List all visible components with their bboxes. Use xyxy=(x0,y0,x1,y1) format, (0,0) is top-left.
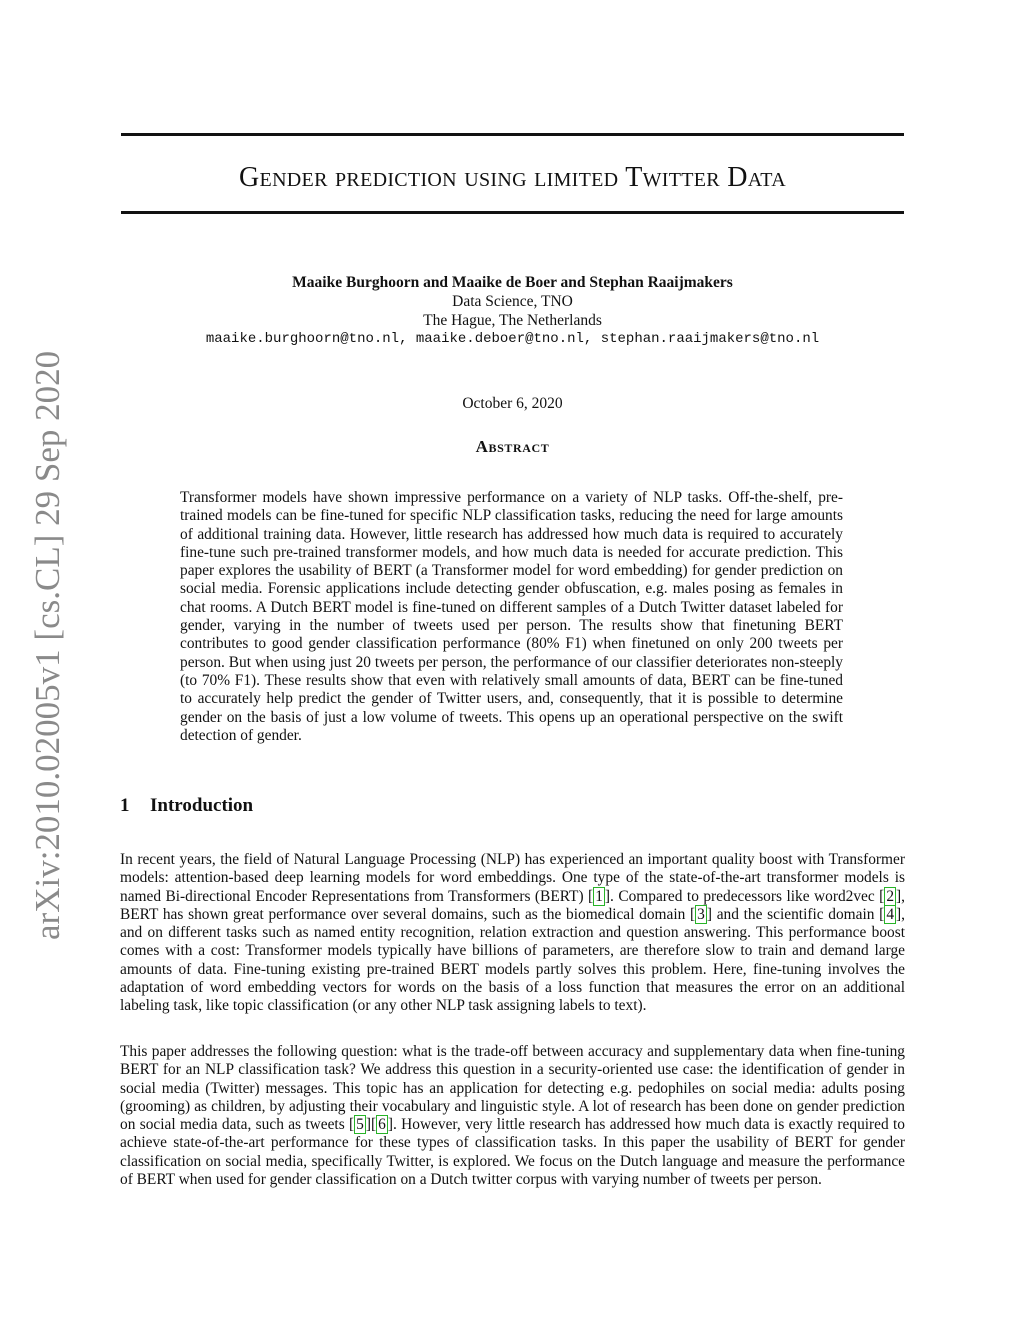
title-bottom-rule xyxy=(121,211,904,214)
citation-link[interactable]: 1 xyxy=(595,887,603,905)
citation-link[interactable]: 3 xyxy=(697,905,705,923)
paper-date: October 6, 2020 xyxy=(462,395,563,412)
author-affiliation: Data Science, TNO xyxy=(452,293,573,310)
section-heading-introduction xyxy=(120,795,253,817)
author-names: Maaike Burghoorn and Maaike de Boer and Stephan Raaijmakers xyxy=(292,274,733,291)
abstract-heading: Abstract xyxy=(475,437,550,456)
title-top-rule xyxy=(121,133,904,136)
citation-link[interactable]: 4 xyxy=(886,905,895,923)
citation-link[interactable]: 2 xyxy=(886,887,895,905)
author-block xyxy=(121,273,904,349)
author-emails: maaike.burghoorn@tno.nl, maaike.deboer@tno.nl, stephan.raaijmakers@tno.nl xyxy=(205,331,820,347)
intro-paragraph-1: In recent years, the field of Natural Language Processing (NLP) has experienced an important quality boost with Transformer models: attention-based deep learning models for word embeddings. One type of the state-of-the-art transformer models is named Bi-directional Encoder Representations from Transformers (BERT) [ 1 ]. Compared to predecessors like word2vec [ 2 ], BERT has shown great performance over several domains, such as the biomedical domain [ 3 ] and the scientific domain [ 4 ], and on different tasks such as named entity recognition, relation extraction and question answering. This performance boost comes with a cost: Transformer models typically have billions of parameters, are therefore slow to train and demand large amounts of data. Fine-tuning existing pre-trained BERT models partly solves this problem. Here, fine-tuning involves the adaptation of word embedding vectors for words on the basis of a loss function that measures the error on an additional labeling task, like topic classification (or any other NLP task assigning labels to text). xyxy=(120,851,905,1015)
paper-title: Gender prediction using limited Twitter Data xyxy=(239,162,786,193)
section-title: Introduction xyxy=(150,795,254,816)
section-number: 1 xyxy=(120,795,130,816)
citation-link[interactable]: 6 xyxy=(378,1116,386,1134)
intro-paragraph-2: This paper addresses the following question: what is the trade-off between accuracy and supplementary data when fine-tuning BERT for an NLP classification task? We address this question in a security-oriented use case: the identification of gender in social media (Twitter) messages. This topic has an application for detecting e.g. pedophiles on social media: adults posing (grooming) as children, by adjusting their vocabulary and linguistic style. A lot of research has been done on gender prediction on social media data, such as tweets [ 5 ][ 6 ]. However, very little research has addressed how much data is exactly required to achieve state-of-the-art performance for these types of classification tasks. In this paper the usability of BERT for gender classification on social media, specifically Twitter, is explored. We focus on the Dutch language and measure the performance of BERT when used for gender classification on a Dutch twitter corpus with varying number of tweets per person. xyxy=(120,1043,905,1189)
arxiv-identifier: arXiv:2010.02005v1 [cs.CL] 29 Sep 2020 xyxy=(28,350,67,940)
author-location: The Hague, The Netherlands xyxy=(423,312,602,329)
citation-link[interactable]: 5 xyxy=(356,1116,364,1134)
abstract-text: Transformer models have shown impressive performance on a variety of NLP tasks. Off-the-shelf, pre-trained models can be fine-tuned for specific NLP classification tasks, reducing the need for large amounts of additional training data. However, little research has addressed how much data is required to accurately fine-tune such pre-trained transformer models, and how much data is needed for accurate prediction. This paper explores the usability of BERT (a Transformer model for word embedding) for gender prediction on social media. Forensic applications include detecting gender obfuscation, e.g. males posing as females in chat rooms. A Dutch BERT model is fine-tuned on different samples of a Dutch Twitter dataset labeled for gender, varying in the number of tweets used per person. The results show that finetuning BERT contributes to good gender classification performance (80% F1) when finetuned on only 200 tweets per person. But when using just 20 tweets per person, the performance of our classifier deteriorates non-steeply (to 70% F1). These results show that even with relatively small amounts of data, BERT can be fine-tuned to accurately help predict the gender of Twitter users, and, consequently, that it is possible to determine gender on the basis of just a low volume of tweets. This opens up an operational perspective on the swift detection of gender. xyxy=(180,489,843,744)
